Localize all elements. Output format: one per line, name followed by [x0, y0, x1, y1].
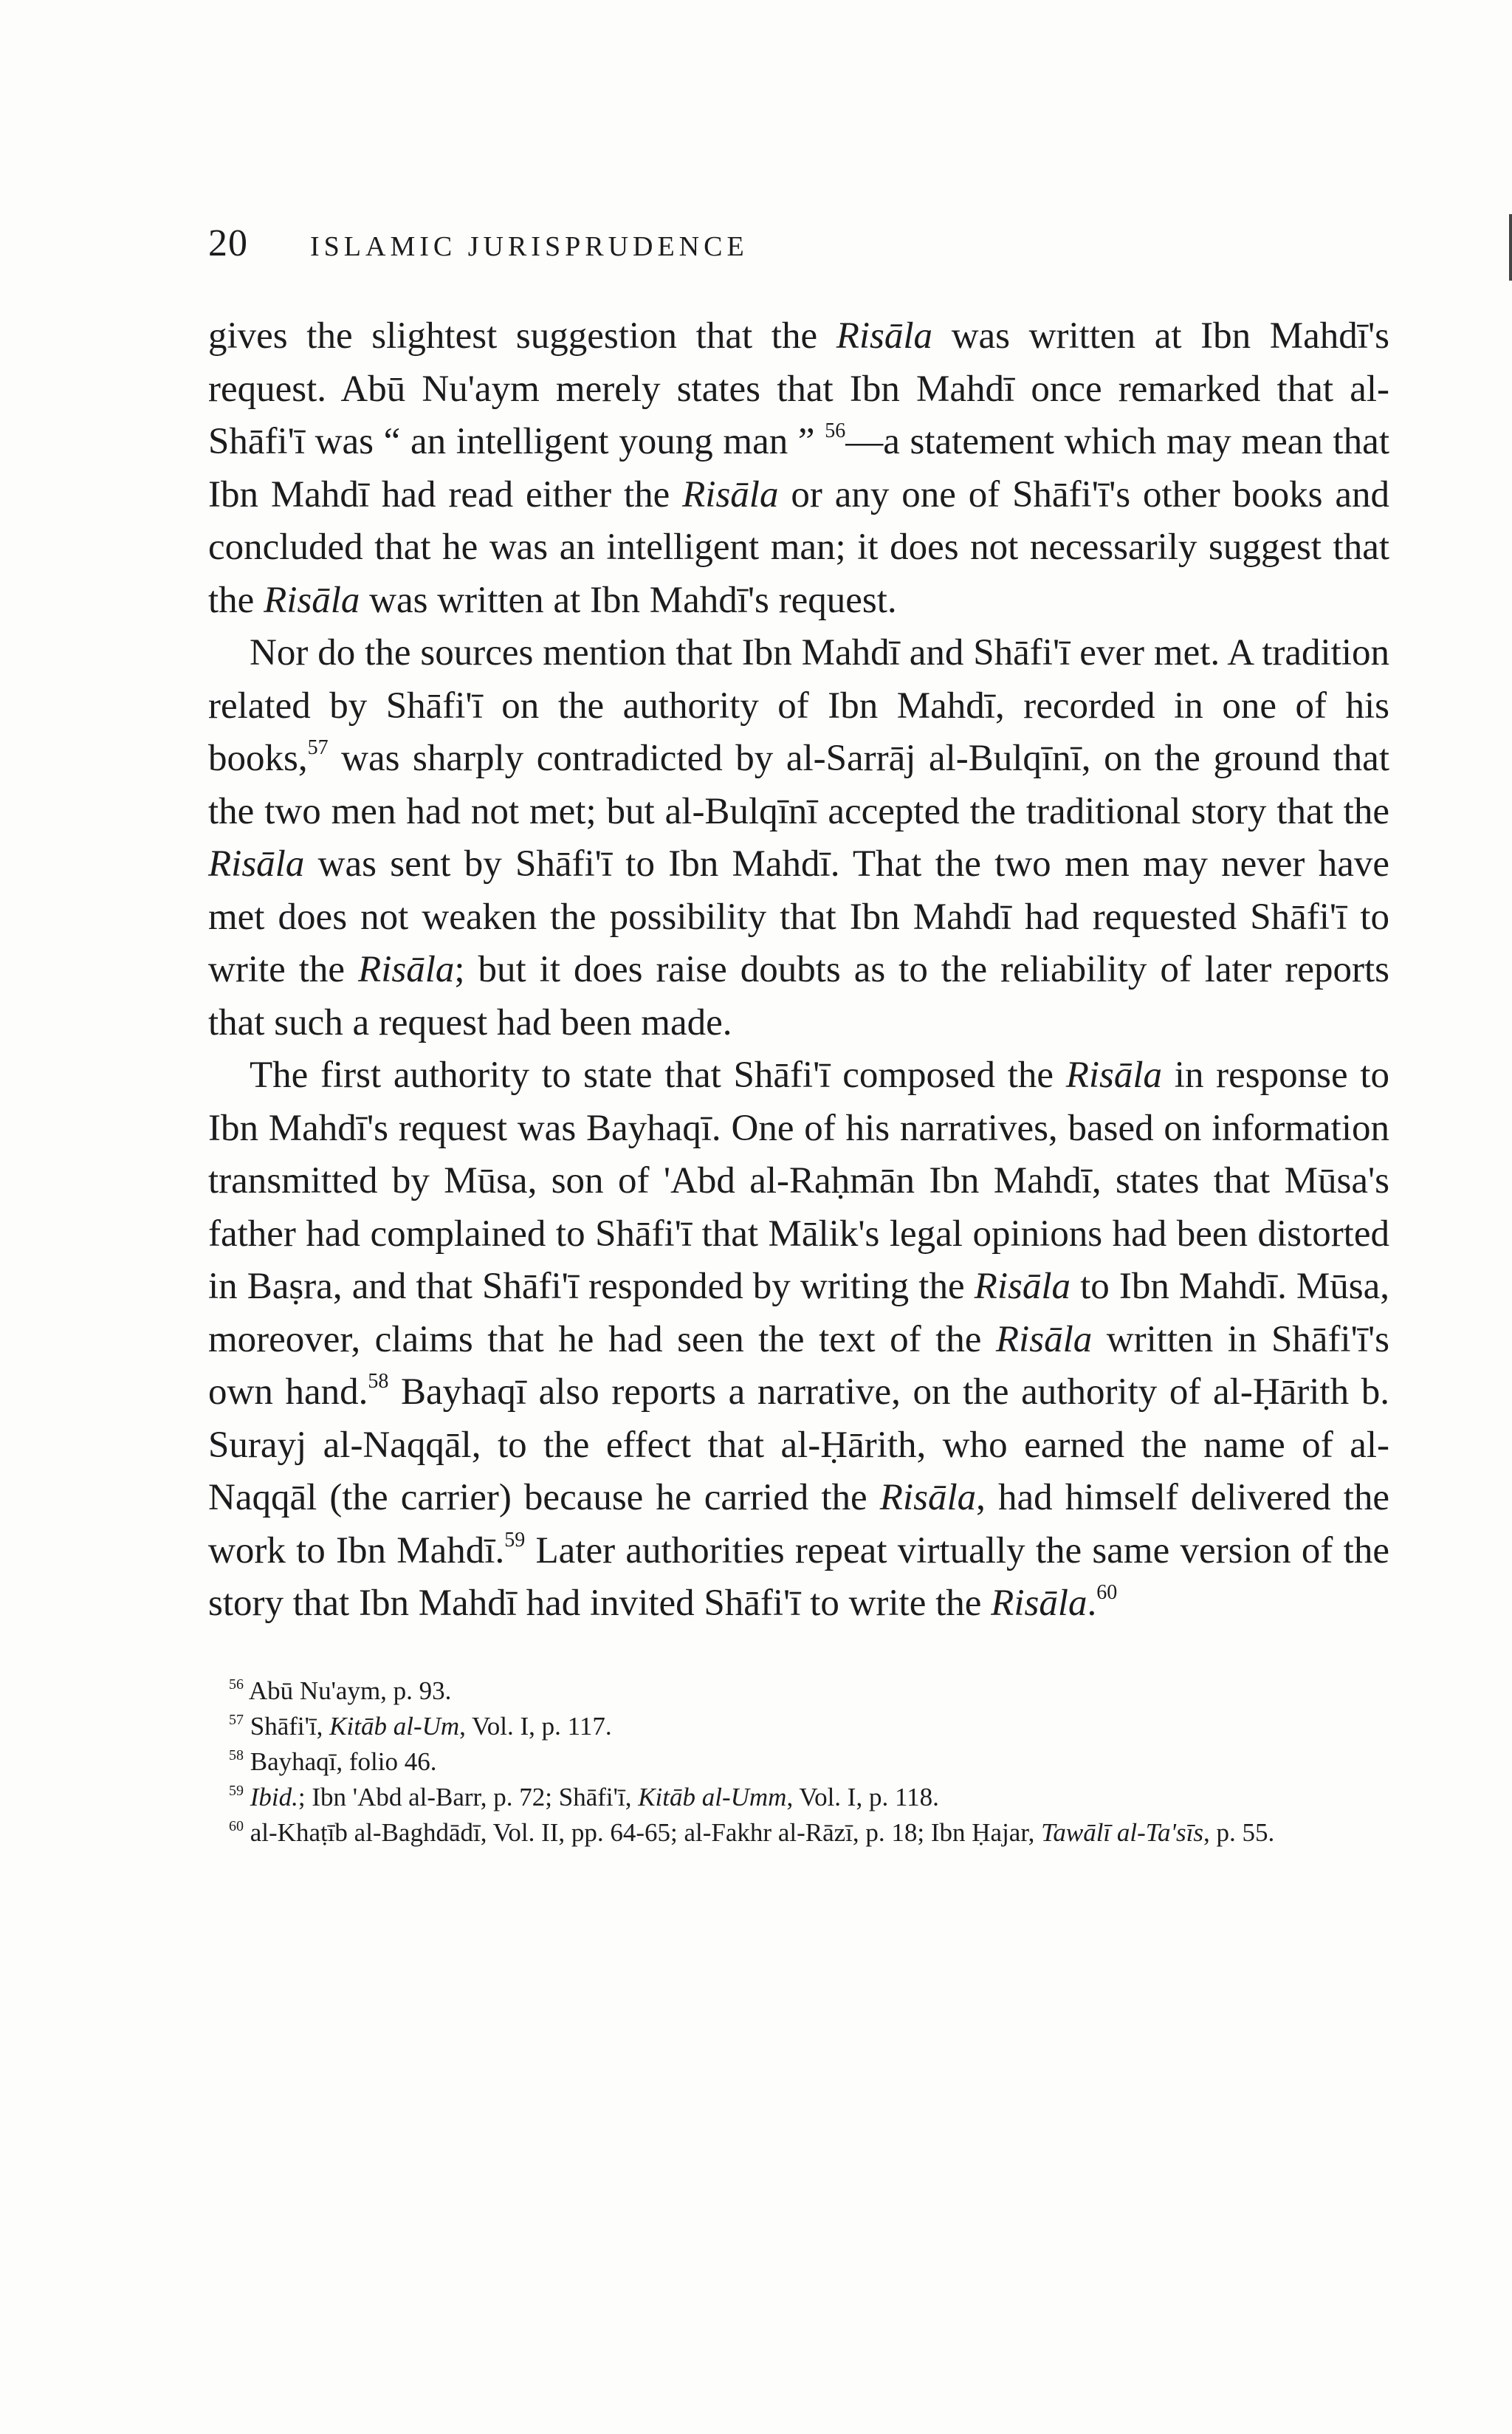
- text-run: written in Shāfi'ī's own hand.: [208, 1318, 1389, 1413]
- footnote-60: [208, 1815, 1389, 1851]
- text-run: The first authority to state that Shāfi'ī composed the: [250, 1055, 1066, 1096]
- footnote-marker: 56: [825, 419, 846, 442]
- footnote-57: [208, 1709, 1389, 1744]
- footnote-marker: 56: [229, 1676, 244, 1693]
- text-run: was sent by Shāfi'ī to Ibn Mahdī. That the two men may never have met does not weaken the possibility that Ibn Mahdī had requested Shāfi'ī to write the: [208, 843, 1389, 990]
- page-edge-mark: [1509, 214, 1512, 281]
- text-run: ; Ibn 'Abd al-Barr, p. 72; Shāfi'ī,: [298, 1782, 639, 1811]
- text-run: al-Khaṭīb al-Baghdādī, Vol. II, pp. 64-65; al-Fakhr al-Rāzī, p. 18; Ibn Ḥajar,: [244, 1817, 1042, 1847]
- text-run: —a statement which may mean that Ibn Mahdī had read either the: [208, 421, 1389, 515]
- footnote-marker: 59: [229, 1782, 244, 1799]
- text-run: , Vol. I, p. 118.: [786, 1782, 939, 1811]
- italic-title: Risāla: [264, 579, 360, 621]
- italic-title: Risāla: [991, 1583, 1087, 1624]
- text-run: Bayhaqī also reports a narrative, on the authority of al-Ḥārith b. Surayj al-Naqqāl, to the effect that al-Ḥārith, who earned the name of al-Naqqāl (the carrier) because he carried the: [208, 1371, 1389, 1518]
- italic-title: Risāla: [682, 473, 779, 515]
- page-number: 20: [208, 222, 248, 264]
- italic-title: Kitāb al-Um: [329, 1711, 460, 1741]
- text-run: to Ibn Mahdī. Mūsa, moreover, claims that he had seen the text of the: [208, 1266, 1389, 1360]
- footnote-marker: 58: [368, 1370, 389, 1393]
- footnotes: [208, 1673, 1389, 1851]
- text-run: , Vol. I, p. 117.: [459, 1711, 612, 1741]
- footnote-58: [208, 1744, 1389, 1780]
- text-run: , p. 55.: [1203, 1817, 1275, 1847]
- text-run: Nor do the sources mention that Ibn Mahdī and Shāfi'ī ever met. A tradition related by Shāfi'ī on the authority of Ibn Mahdī, recorded in one of his books,: [208, 632, 1389, 779]
- paragraph-3: [208, 1049, 1389, 1631]
- footnote-59: [208, 1780, 1389, 1815]
- italic-title: Ibid.: [250, 1782, 298, 1811]
- paragraph-1: [208, 310, 1389, 627]
- text-run: ; but it does raise doubts as to the reliability of later reports that such a request had been made.: [208, 949, 1389, 1043]
- book-page: [208, 222, 1389, 1851]
- italic-title: Risāla: [208, 843, 305, 885]
- text-run: Bayhaqī, folio 46.: [244, 1746, 437, 1776]
- italic-title: Tawālī al-Ta'sīs: [1041, 1817, 1203, 1847]
- text-run: .: [1087, 1583, 1097, 1624]
- text-run: was sharply contradicted by al-Sarrāj al-Bulqīnī, on the ground that the two men had not met; but al-Bulqīnī accepted the traditional story that the: [208, 738, 1389, 832]
- footnote-marker: 60: [1096, 1581, 1118, 1604]
- text-run: Shāfi'ī,: [244, 1711, 330, 1741]
- text-run: was written at Ibn Mahdī's request. Abū Nu'aym merely states that Ibn Mahdī once remarked that al-Shāfi'ī was “ an intelligent young man ”: [208, 315, 1389, 462]
- running-head: [208, 222, 1389, 266]
- text-run: gives the slightest suggestion that the: [208, 315, 836, 357]
- running-title: ISLAMIC JURISPRUDENCE: [310, 231, 749, 262]
- italic-title: Risāla: [995, 1318, 1093, 1360]
- footnote-marker: 59: [504, 1528, 526, 1552]
- footnote-marker: 57: [307, 736, 329, 759]
- italic-title: Risāla: [879, 1477, 977, 1518]
- text-run: , had himself delivered the work to Ibn Mahdī.: [208, 1477, 1389, 1571]
- paragraph-2: [208, 627, 1389, 1049]
- text-run: [244, 1783, 250, 1811]
- italic-title: Kitāb al-Umm: [638, 1782, 787, 1811]
- footnote-marker: 58: [229, 1746, 244, 1763]
- footnote-56: [208, 1673, 1389, 1709]
- italic-title: Risāla: [974, 1266, 1071, 1307]
- text-run: Later authorities repeat virtually the same version of the story that Ibn Mahdī had invited Shāfi'ī to write the: [208, 1529, 1389, 1624]
- text-run: Abū Nu'aym, p. 93.: [244, 1676, 452, 1705]
- text-run: or any one of Shāfi'ī's other books and concluded that he was an intelligent man; it does not necessarily suggest that the: [208, 473, 1389, 621]
- text-run: was written at Ibn Mahdī's request.: [360, 579, 897, 621]
- footnote-marker: 60: [229, 1817, 244, 1834]
- footnote-marker: 57: [229, 1711, 244, 1728]
- italic-title: Risāla: [358, 949, 455, 990]
- italic-title: Risāla: [836, 315, 933, 357]
- italic-title: Risāla: [1065, 1055, 1163, 1096]
- text-run: in response to Ibn Mahdī's request was Bayhaqī. One of his narratives, based on information transmitted by Mūsa, son of 'Abd al-Raḥmān Ibn Mahdī, states that Mūsa's father had complained to Shāfi'ī that Mālik's legal opinions had been distorted in Baṣra, and that Shāfi'ī responded by writing the: [208, 1055, 1389, 1307]
- body-text: [208, 310, 1389, 1631]
